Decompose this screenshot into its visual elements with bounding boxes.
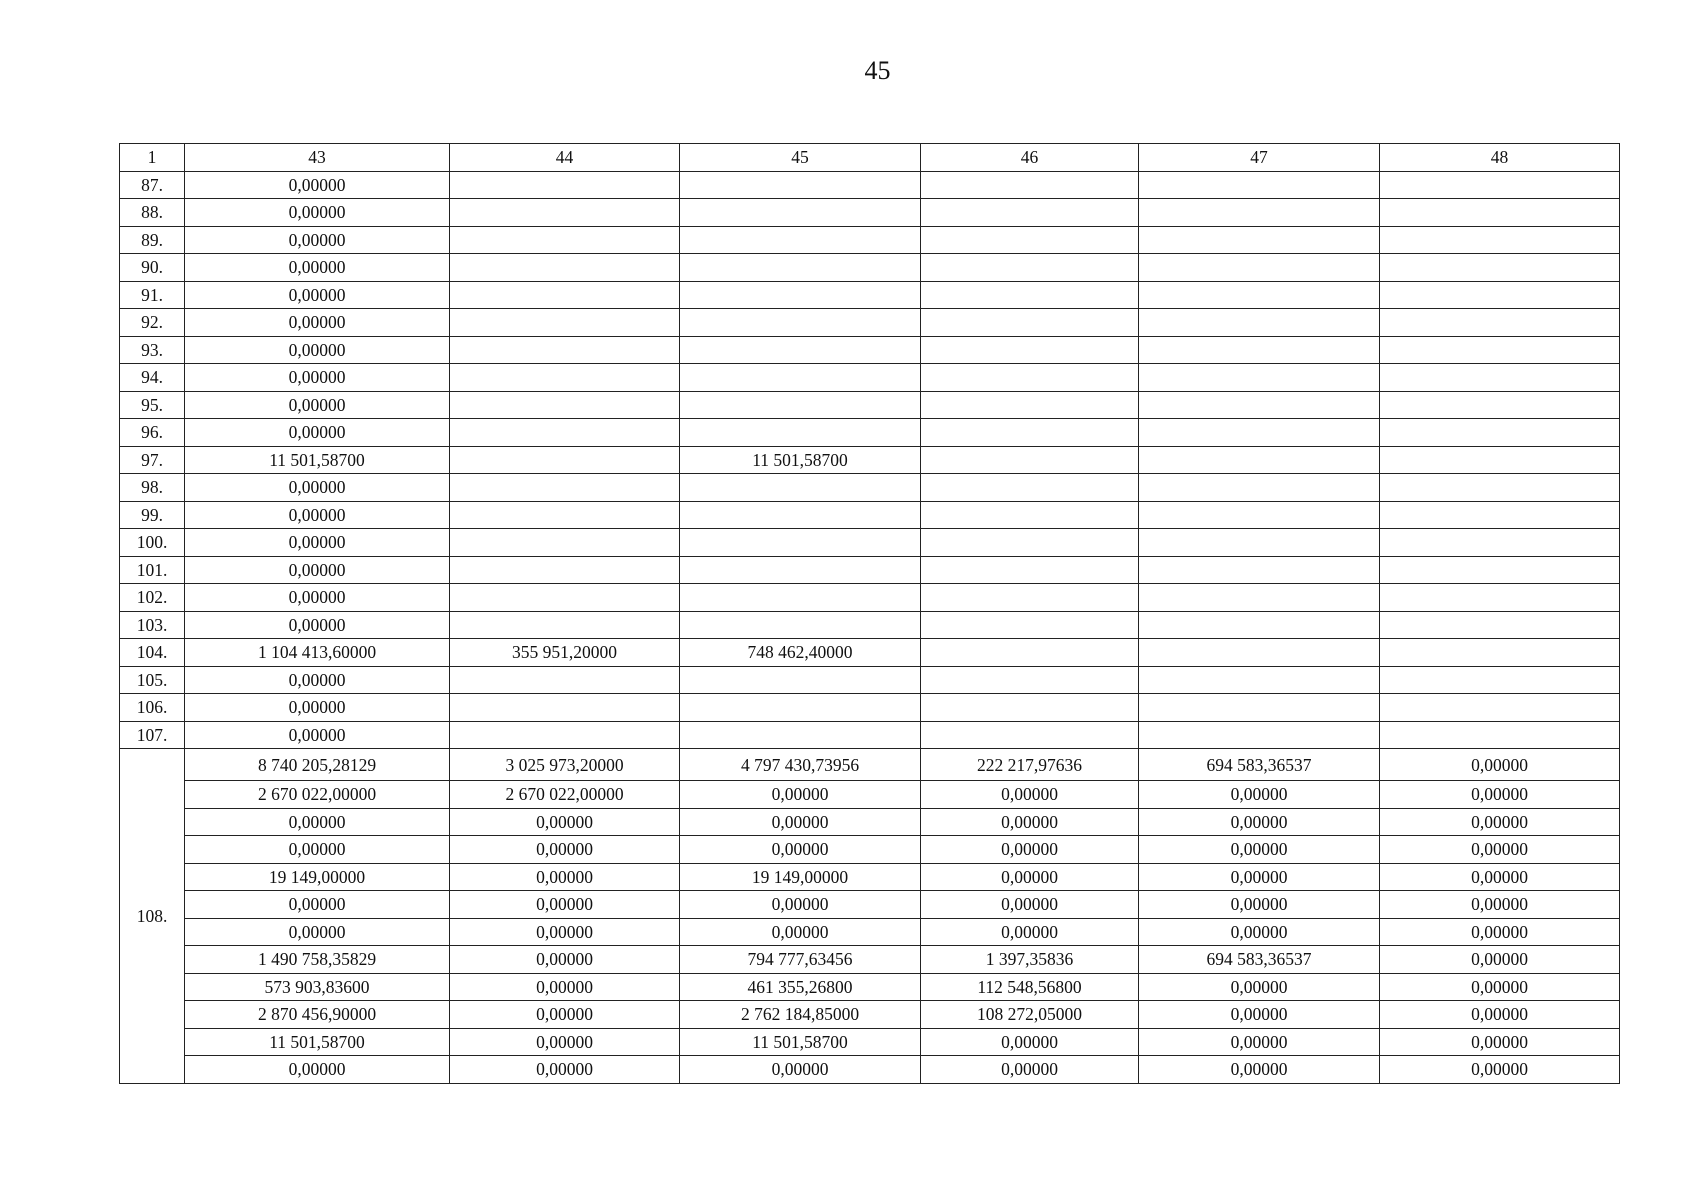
table-cell bbox=[450, 694, 680, 722]
table-cell: 0,00000 bbox=[185, 918, 450, 946]
row-number: 91. bbox=[120, 281, 185, 309]
row-number: 105. bbox=[120, 666, 185, 694]
row-number: 99. bbox=[120, 501, 185, 529]
table-row bbox=[120, 946, 1620, 974]
table-row bbox=[120, 863, 1620, 891]
row-number: 103. bbox=[120, 611, 185, 639]
table-cell: 0,00000 bbox=[1139, 918, 1380, 946]
table-cell bbox=[1380, 529, 1620, 557]
table-cell: 0,00000 bbox=[185, 226, 450, 254]
table-cell bbox=[921, 694, 1139, 722]
table-cell bbox=[450, 281, 680, 309]
table-cell bbox=[1380, 501, 1620, 529]
table-cell bbox=[921, 721, 1139, 749]
row-number: 108. bbox=[120, 749, 185, 1084]
row-number: 93. bbox=[120, 336, 185, 364]
table-cell bbox=[680, 501, 921, 529]
table-cell: 0,00000 bbox=[1139, 1001, 1380, 1029]
table-cell bbox=[921, 529, 1139, 557]
table-cell: 19 149,00000 bbox=[680, 863, 921, 891]
table-cell bbox=[1380, 721, 1620, 749]
table-cell bbox=[450, 611, 680, 639]
table-cell: 0,00000 bbox=[1139, 808, 1380, 836]
table-cell: 0,00000 bbox=[1380, 891, 1620, 919]
table-cell bbox=[921, 474, 1139, 502]
table-cell: 0,00000 bbox=[1139, 781, 1380, 809]
table-row bbox=[120, 808, 1620, 836]
table-cell: 0,00000 bbox=[1380, 781, 1620, 809]
table-cell bbox=[450, 584, 680, 612]
table-cell: 0,00000 bbox=[185, 364, 450, 392]
table-cell: 0,00000 bbox=[921, 781, 1139, 809]
table-cell bbox=[921, 199, 1139, 227]
table-cell: 0,00000 bbox=[1380, 836, 1620, 864]
page-number: 45 bbox=[864, 56, 891, 85]
table-cell: 0,00000 bbox=[1380, 973, 1620, 1001]
table-cell bbox=[1139, 639, 1380, 667]
table-cell: 0,00000 bbox=[185, 694, 450, 722]
table-cell: 0,00000 bbox=[185, 309, 450, 337]
table-row bbox=[120, 781, 1620, 809]
table-cell bbox=[1139, 391, 1380, 419]
table-cell: 0,00000 bbox=[921, 1028, 1139, 1056]
table-cell bbox=[1139, 501, 1380, 529]
table-cell: 112 548,56800 bbox=[921, 973, 1139, 1001]
table-cell: 19 149,00000 bbox=[185, 863, 450, 891]
table-cell: 0,00000 bbox=[1380, 749, 1620, 781]
table-cell bbox=[1139, 611, 1380, 639]
table-cell: 0,00000 bbox=[450, 946, 680, 974]
table-cell: 0,00000 bbox=[185, 666, 450, 694]
table-cell: 0,00000 bbox=[1380, 1056, 1620, 1084]
table-cell bbox=[680, 199, 921, 227]
table-cell bbox=[450, 391, 680, 419]
table-cell bbox=[1139, 254, 1380, 282]
table-cell bbox=[680, 254, 921, 282]
header-cell: 1 bbox=[120, 144, 185, 172]
row-number: 92. bbox=[120, 309, 185, 337]
row-number: 95. bbox=[120, 391, 185, 419]
table-cell: 108 272,05000 bbox=[921, 1001, 1139, 1029]
table-cell bbox=[450, 529, 680, 557]
table-cell bbox=[921, 391, 1139, 419]
header-cell: 46 bbox=[921, 144, 1139, 172]
table-cell bbox=[450, 419, 680, 447]
table-cell bbox=[680, 474, 921, 502]
table-cell: 0,00000 bbox=[450, 918, 680, 946]
row-number: 97. bbox=[120, 446, 185, 474]
table-row bbox=[120, 584, 1620, 612]
table-cell bbox=[1139, 281, 1380, 309]
table-cell: 0,00000 bbox=[1139, 891, 1380, 919]
table-cell bbox=[921, 336, 1139, 364]
table-cell: 573 903,83600 bbox=[185, 973, 450, 1001]
table-cell: 0,00000 bbox=[185, 808, 450, 836]
table-cell bbox=[680, 611, 921, 639]
table-cell bbox=[450, 721, 680, 749]
table-cell: 4 797 430,73956 bbox=[680, 749, 921, 781]
table-cell bbox=[1139, 199, 1380, 227]
table-cell bbox=[921, 584, 1139, 612]
table-row bbox=[120, 446, 1620, 474]
table-cell: 222 217,97636 bbox=[921, 749, 1139, 781]
table-cell bbox=[1139, 721, 1380, 749]
table-row bbox=[120, 611, 1620, 639]
table-row bbox=[120, 694, 1620, 722]
table-row bbox=[120, 1001, 1620, 1029]
table-cell bbox=[1139, 226, 1380, 254]
table-cell: 0,00000 bbox=[1139, 1056, 1380, 1084]
table-cell: 11 501,58700 bbox=[680, 446, 921, 474]
table-cell bbox=[1380, 446, 1620, 474]
table-row bbox=[120, 836, 1620, 864]
table-cell: 694 583,36537 bbox=[1139, 749, 1380, 781]
row-number: 96. bbox=[120, 419, 185, 447]
table-cell: 0,00000 bbox=[185, 1056, 450, 1084]
table-cell bbox=[1380, 584, 1620, 612]
table-cell bbox=[680, 556, 921, 584]
table-cell: 0,00000 bbox=[450, 973, 680, 1001]
table-row bbox=[120, 171, 1620, 199]
header-cell: 48 bbox=[1380, 144, 1620, 172]
table-cell bbox=[1139, 556, 1380, 584]
table-cell bbox=[1139, 309, 1380, 337]
table-cell bbox=[1380, 474, 1620, 502]
table-cell bbox=[680, 171, 921, 199]
table-row bbox=[120, 391, 1620, 419]
table-cell: 355 951,20000 bbox=[450, 639, 680, 667]
table-cell bbox=[1139, 171, 1380, 199]
table-cell bbox=[680, 364, 921, 392]
table-cell: 0,00000 bbox=[185, 611, 450, 639]
table-cell: 0,00000 bbox=[680, 836, 921, 864]
table-cell: 0,00000 bbox=[921, 918, 1139, 946]
table-row bbox=[120, 336, 1620, 364]
table-cell: 0,00000 bbox=[450, 1056, 680, 1084]
table-cell: 748 462,40000 bbox=[680, 639, 921, 667]
table-row bbox=[120, 749, 1620, 781]
table-cell bbox=[1380, 419, 1620, 447]
table-cell: 8 740 205,28129 bbox=[185, 749, 450, 781]
table-cell bbox=[1380, 336, 1620, 364]
table-row bbox=[120, 918, 1620, 946]
header-row bbox=[120, 144, 1620, 172]
table-cell bbox=[680, 309, 921, 337]
table-cell: 0,00000 bbox=[185, 556, 450, 584]
table-cell: 0,00000 bbox=[185, 391, 450, 419]
table-cell: 0,00000 bbox=[185, 171, 450, 199]
table-cell: 1 490 758,35829 bbox=[185, 946, 450, 974]
table-row bbox=[120, 474, 1620, 502]
table-cell: 1 104 413,60000 bbox=[185, 639, 450, 667]
table-row bbox=[120, 419, 1620, 447]
table-cell: 11 501,58700 bbox=[185, 446, 450, 474]
header-cell: 45 bbox=[680, 144, 921, 172]
table-cell: 0,00000 bbox=[1380, 1028, 1620, 1056]
table-cell bbox=[450, 309, 680, 337]
table-cell bbox=[921, 364, 1139, 392]
table-row bbox=[120, 721, 1620, 749]
table-cell bbox=[450, 336, 680, 364]
table-row bbox=[120, 556, 1620, 584]
table-cell: 2 670 022,00000 bbox=[185, 781, 450, 809]
table-cell bbox=[450, 501, 680, 529]
row-number: 94. bbox=[120, 364, 185, 392]
table-cell: 0,00000 bbox=[185, 584, 450, 612]
table-cell: 0,00000 bbox=[1380, 863, 1620, 891]
table-cell: 0,00000 bbox=[185, 419, 450, 447]
table-cell bbox=[680, 721, 921, 749]
table-cell: 0,00000 bbox=[680, 808, 921, 836]
table-cell bbox=[450, 254, 680, 282]
header-cell: 43 bbox=[185, 144, 450, 172]
table-cell bbox=[1380, 391, 1620, 419]
table-cell bbox=[1380, 666, 1620, 694]
data-table bbox=[119, 143, 1620, 1084]
table-cell: 2 670 022,00000 bbox=[450, 781, 680, 809]
table-cell: 2 870 456,90000 bbox=[185, 1001, 450, 1029]
table-row bbox=[120, 281, 1620, 309]
table-cell: 0,00000 bbox=[450, 808, 680, 836]
table-cell bbox=[921, 419, 1139, 447]
table-cell: 0,00000 bbox=[1380, 946, 1620, 974]
table-cell: 0,00000 bbox=[1139, 836, 1380, 864]
table-cell: 0,00000 bbox=[680, 918, 921, 946]
table-cell bbox=[450, 666, 680, 694]
table-cell: 0,00000 bbox=[185, 891, 450, 919]
table-cell: 0,00000 bbox=[921, 808, 1139, 836]
table-cell: 3 025 973,20000 bbox=[450, 749, 680, 781]
header-cell: 47 bbox=[1139, 144, 1380, 172]
table-cell: 0,00000 bbox=[450, 891, 680, 919]
table-cell bbox=[921, 666, 1139, 694]
table-cell bbox=[921, 501, 1139, 529]
row-number: 88. bbox=[120, 199, 185, 227]
table-cell: 0,00000 bbox=[450, 863, 680, 891]
table-cell bbox=[450, 446, 680, 474]
table-cell: 11 501,58700 bbox=[185, 1028, 450, 1056]
table-cell bbox=[680, 336, 921, 364]
table-cell bbox=[1139, 529, 1380, 557]
row-number: 89. bbox=[120, 226, 185, 254]
table-cell: 0,00000 bbox=[185, 529, 450, 557]
table-cell bbox=[680, 226, 921, 254]
table-cell: 0,00000 bbox=[185, 281, 450, 309]
table-cell: 0,00000 bbox=[450, 1001, 680, 1029]
table-cell bbox=[680, 584, 921, 612]
table-row bbox=[120, 226, 1620, 254]
table-cell bbox=[450, 556, 680, 584]
table-row bbox=[120, 1028, 1620, 1056]
table-cell bbox=[1139, 419, 1380, 447]
table-cell bbox=[1380, 639, 1620, 667]
table-cell bbox=[921, 446, 1139, 474]
table-cell: 0,00000 bbox=[680, 1056, 921, 1084]
table-cell bbox=[450, 171, 680, 199]
table-cell bbox=[921, 281, 1139, 309]
table-cell: 2 762 184,85000 bbox=[680, 1001, 921, 1029]
table-cell bbox=[450, 226, 680, 254]
table-cell bbox=[921, 309, 1139, 337]
table-cell: 0,00000 bbox=[450, 836, 680, 864]
table-cell bbox=[680, 666, 921, 694]
table-cell: 1 397,35836 bbox=[921, 946, 1139, 974]
table-row bbox=[120, 639, 1620, 667]
table-row bbox=[120, 529, 1620, 557]
table-row bbox=[120, 501, 1620, 529]
table-cell bbox=[680, 529, 921, 557]
table-cell: 0,00000 bbox=[185, 336, 450, 364]
table-cell: 0,00000 bbox=[921, 863, 1139, 891]
table-cell bbox=[450, 199, 680, 227]
table-cell bbox=[680, 694, 921, 722]
row-number: 106. bbox=[120, 694, 185, 722]
table-cell bbox=[1380, 171, 1620, 199]
table-row bbox=[120, 1056, 1620, 1084]
table-row bbox=[120, 309, 1620, 337]
table-row bbox=[120, 254, 1620, 282]
table-cell: 461 355,26800 bbox=[680, 973, 921, 1001]
row-number: 104. bbox=[120, 639, 185, 667]
table-cell bbox=[921, 556, 1139, 584]
table-cell bbox=[921, 226, 1139, 254]
header-cell: 44 bbox=[450, 144, 680, 172]
table-cell bbox=[1380, 199, 1620, 227]
table-cell: 11 501,58700 bbox=[680, 1028, 921, 1056]
table-cell: 0,00000 bbox=[921, 891, 1139, 919]
row-number: 87. bbox=[120, 171, 185, 199]
table-cell bbox=[680, 391, 921, 419]
row-number: 107. bbox=[120, 721, 185, 749]
table-cell: 0,00000 bbox=[185, 836, 450, 864]
table-cell: 794 777,63456 bbox=[680, 946, 921, 974]
table-cell bbox=[921, 254, 1139, 282]
table-cell bbox=[1139, 584, 1380, 612]
table-cell bbox=[1380, 226, 1620, 254]
table-cell bbox=[1139, 666, 1380, 694]
table-cell: 0,00000 bbox=[1380, 1001, 1620, 1029]
table-cell bbox=[1139, 364, 1380, 392]
row-number: 100. bbox=[120, 529, 185, 557]
table-cell bbox=[1380, 254, 1620, 282]
table-cell: 0,00000 bbox=[450, 1028, 680, 1056]
table-cell bbox=[680, 419, 921, 447]
table-cell: 0,00000 bbox=[1380, 918, 1620, 946]
table-cell bbox=[921, 611, 1139, 639]
table-cell bbox=[1380, 556, 1620, 584]
table-cell bbox=[1139, 474, 1380, 502]
table-cell bbox=[1380, 611, 1620, 639]
table-cell bbox=[1139, 446, 1380, 474]
table-cell: 0,00000 bbox=[185, 254, 450, 282]
table-cell: 0,00000 bbox=[185, 501, 450, 529]
table-cell bbox=[1139, 694, 1380, 722]
table-cell: 0,00000 bbox=[1380, 808, 1620, 836]
table-cell bbox=[450, 474, 680, 502]
table-cell bbox=[1380, 309, 1620, 337]
table-cell: 0,00000 bbox=[185, 721, 450, 749]
table-cell: 0,00000 bbox=[921, 836, 1139, 864]
row-number: 101. bbox=[120, 556, 185, 584]
table-cell bbox=[921, 171, 1139, 199]
table-cell bbox=[450, 364, 680, 392]
table-cell: 0,00000 bbox=[185, 199, 450, 227]
table-cell bbox=[1380, 364, 1620, 392]
table-cell: 0,00000 bbox=[680, 891, 921, 919]
table-cell bbox=[1139, 336, 1380, 364]
row-number: 98. bbox=[120, 474, 185, 502]
table-cell bbox=[1380, 281, 1620, 309]
table-row bbox=[120, 973, 1620, 1001]
row-number: 90. bbox=[120, 254, 185, 282]
table-cell bbox=[1380, 694, 1620, 722]
table-row bbox=[120, 891, 1620, 919]
table-cell: 694 583,36537 bbox=[1139, 946, 1380, 974]
table-cell: 0,00000 bbox=[921, 1056, 1139, 1084]
table-cell: 0,00000 bbox=[1139, 863, 1380, 891]
table-cell: 0,00000 bbox=[1139, 1028, 1380, 1056]
table-row bbox=[120, 364, 1620, 392]
table-cell: 0,00000 bbox=[185, 474, 450, 502]
table-cell: 0,00000 bbox=[680, 781, 921, 809]
table-row bbox=[120, 199, 1620, 227]
table-cell: 0,00000 bbox=[1139, 973, 1380, 1001]
table-row bbox=[120, 666, 1620, 694]
table-cell bbox=[680, 281, 921, 309]
table-cell bbox=[921, 639, 1139, 667]
row-number: 102. bbox=[120, 584, 185, 612]
